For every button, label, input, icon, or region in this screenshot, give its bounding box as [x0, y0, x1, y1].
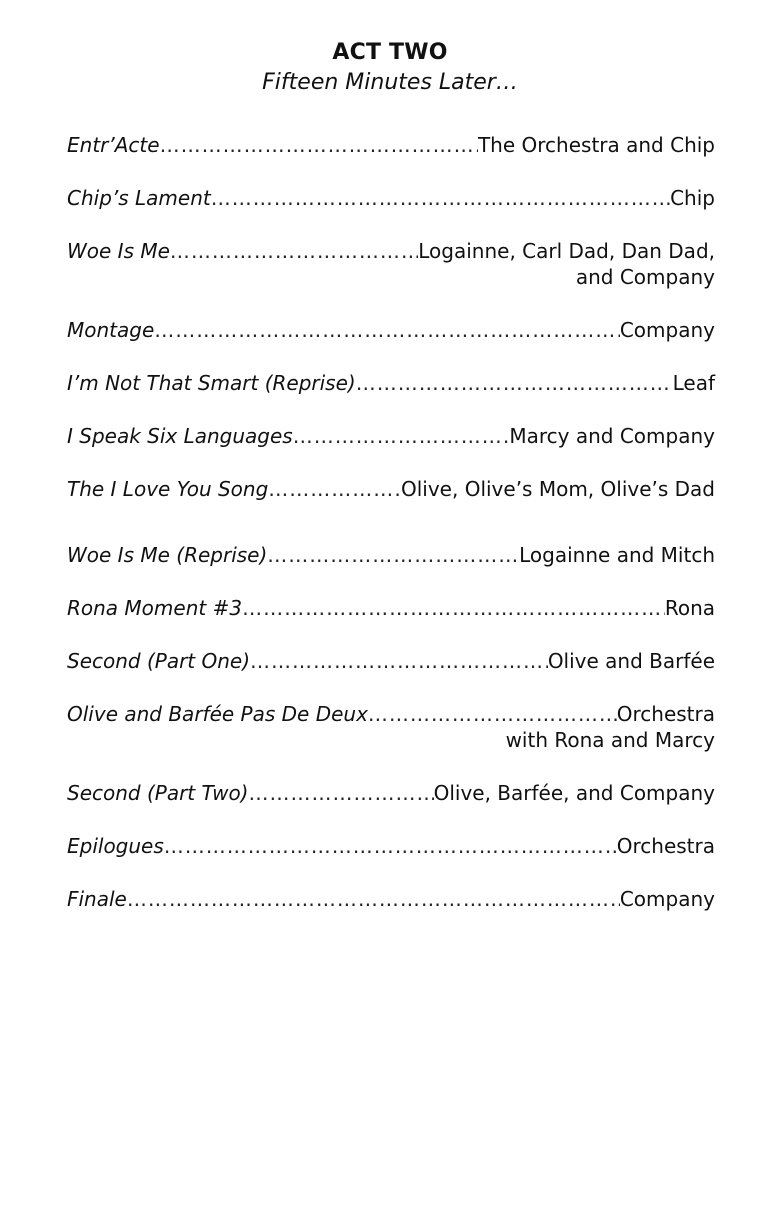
song-title: Chip’s Lament [67, 186, 211, 210]
song-entry [67, 701, 715, 753]
song-performer: Leaf [672, 371, 715, 395]
song-entry [67, 185, 715, 211]
song-performer: Olive, Olive’s Mom, Olive’s Dad [400, 477, 715, 501]
song-performer: Rona [664, 596, 715, 620]
dot-leader [164, 833, 617, 859]
song-list [67, 132, 715, 939]
song-performer: Company [619, 318, 715, 342]
song-title: Second (Part One) [67, 649, 251, 673]
song-title: Woe Is Me (Reprise) [67, 543, 268, 567]
dot-leader [160, 132, 478, 158]
song-performer: Logainne, Carl Dad, Dan Dad, [418, 239, 715, 263]
song-entry [67, 886, 715, 912]
dot-leader [368, 701, 617, 727]
song-title: Second (Part Two) [67, 781, 249, 805]
dot-leader [170, 238, 418, 264]
dot-leader [127, 886, 620, 912]
song-performer: Marcy and Company [509, 424, 715, 448]
song-performer: Company [619, 887, 715, 911]
song-entry [67, 317, 715, 343]
song-entry [67, 833, 715, 859]
song-performer: Chip [670, 186, 715, 210]
song-title: The I Love You Song [67, 477, 269, 501]
song-title: Finale [67, 887, 127, 911]
dot-leader [267, 542, 519, 568]
song-entry [67, 370, 715, 396]
song-entry [67, 595, 715, 621]
dot-leader [242, 595, 665, 621]
song-title: I’m Not That Smart (Reprise) [67, 371, 356, 395]
song-title: Montage [67, 318, 155, 342]
dot-leader [248, 780, 433, 806]
song-entry [67, 542, 715, 568]
song-performer-continued: with Rona and Marcy [505, 728, 715, 752]
song-entry [67, 780, 715, 806]
dot-leader [154, 317, 620, 343]
song-performer: Olive, Barfée, and Company [433, 781, 715, 805]
dot-leader [268, 476, 401, 502]
song-entry [67, 132, 715, 158]
song-title: Entr’Acte [67, 133, 160, 157]
song-performer: Orchestra [616, 834, 715, 858]
song-performer: Olive and Barfée [547, 649, 715, 673]
act-subtitle: Fifteen Minutes Later… [262, 70, 518, 95]
song-entry [67, 238, 715, 290]
song-title: Woe Is Me [67, 239, 170, 263]
song-entry [67, 476, 715, 502]
song-title: Epilogues [67, 834, 164, 858]
song-entry [67, 423, 715, 449]
dot-leader [250, 648, 548, 674]
dot-leader [211, 185, 670, 211]
act-title: ACT TWO [332, 40, 448, 65]
dot-leader [356, 370, 673, 396]
song-title: Rona Moment #3 [67, 596, 243, 620]
song-performer: The Orchestra and Chip [477, 133, 715, 157]
song-entry [67, 648, 715, 674]
song-performer-continued: and Company [575, 265, 715, 289]
song-performer: Orchestra [616, 702, 715, 726]
act-header [0, 38, 780, 98]
dot-leader [293, 423, 510, 449]
song-title: I Speak Six Languages [67, 424, 293, 448]
song-title: Olive and Barfée Pas De Deux [67, 702, 368, 726]
song-performer: Logainne and Mitch [519, 543, 715, 567]
